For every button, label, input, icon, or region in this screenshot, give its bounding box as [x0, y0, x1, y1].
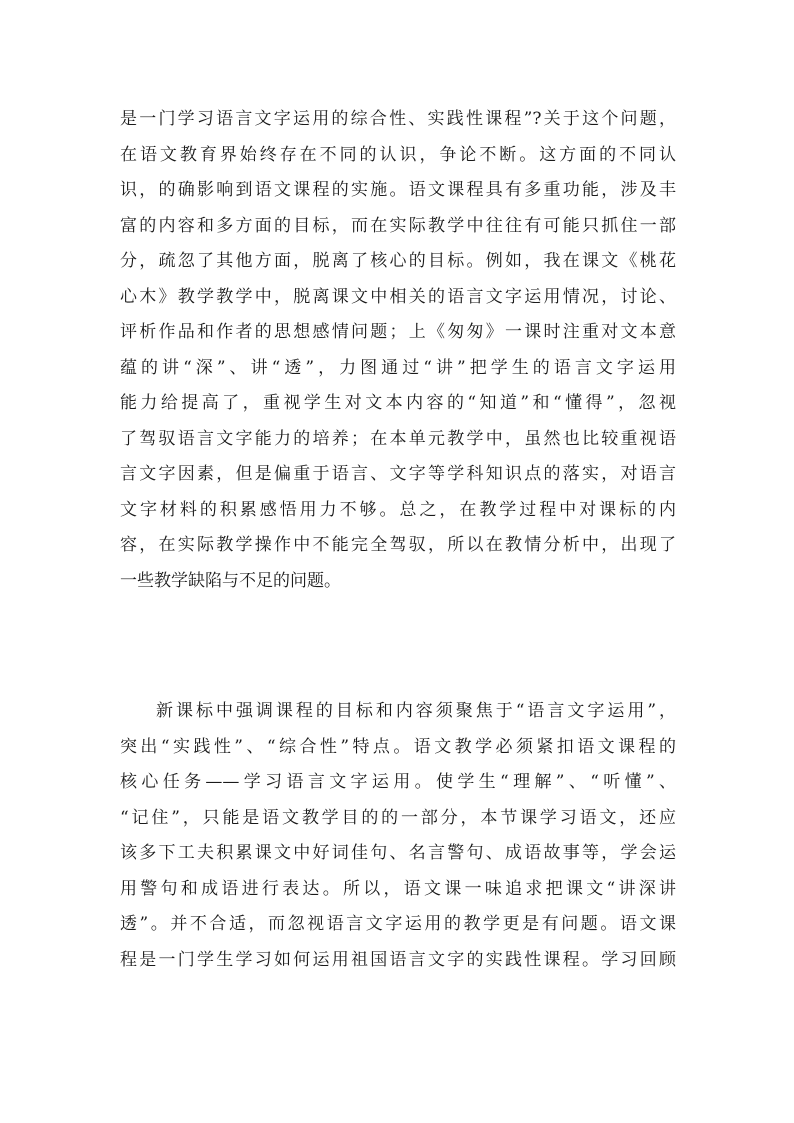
text-line: 识，的确影响到语文课程的实施。语文课程具有多重功能，涉及丰	[120, 180, 676, 200]
paragraph-1	[120, 102, 676, 599]
text-line: 核心任务——学习语言文字运用。使学生“理解”、“听懂”、	[120, 772, 676, 792]
text-line: 言文字因素，但是偏重于语言、文字等学科知识点的落实，对语言	[120, 464, 676, 484]
text-line: 心木》教学教学中，脱离课文中相关的语言文字运用情况，讨论、	[120, 286, 676, 307]
paragraph-2	[120, 694, 676, 978]
text-line: 蕴的讲“深”、讲“透”，力图通过“讲”把学生的语言文字运用	[120, 357, 676, 378]
text-line: 程是一门学生学习如何运用祖国语言文字的实践性课程。学习回顾	[120, 949, 676, 970]
text-line: 富的内容和多方面的目标，而在实际教学中往往有可能只抓住一部	[120, 215, 676, 236]
text-line: 评析作品和作者的思想感情问题；上《匆匆》一课时注重对文本意	[120, 322, 676, 342]
text-line: 用警句和成语进行表达。所以，语文课一味追求把课文“讲深讲	[120, 878, 676, 899]
text-line: 分，疏忽了其他方面，脱离了核心的目标。例如，我在课文《桃花	[120, 251, 676, 271]
text-line: “记住”，只能是语文教学目的的一部分，本节课学习语文，还应	[120, 807, 676, 828]
text-line: 一些教学缺陷与不足的问题。	[120, 570, 341, 591]
text-line: 容，在实际教学操作中不能完全驾驭，所以在教情分析中，出现了	[120, 535, 676, 555]
text-line: 在语文教育界始终存在不同的认识，争论不断。这方面的不同认	[120, 144, 676, 165]
text-line: 新课标中强调课程的目标和内容须聚焦于“语言文字运用”，	[156, 701, 676, 721]
text-line: 突出“实践性”、“综合性”特点。语文教学必须紧扣语文课程的	[120, 736, 676, 757]
text-line: 透”。并不合适，而忽视语言文字运用的教学更是有问题。语文课	[120, 914, 676, 934]
text-line: 是一门学习语言文字运用的综合性、实践性课程”?关于这个问题，	[120, 109, 676, 129]
text-line: 能力给提高了，重视学生对文本内容的“知道”和“懂得”，忽视	[120, 393, 676, 413]
text-line: 该多下工夫积累课文中好词佳句、名言警句、成语故事等，学会运	[120, 843, 676, 863]
text-line: 了驾驭语言文字能力的培养；在本单元教学中，虽然也比较重视语	[120, 428, 676, 449]
text-line: 文字材料的积累感悟用力不够。总之，在教学过程中对课标的内	[120, 499, 676, 520]
